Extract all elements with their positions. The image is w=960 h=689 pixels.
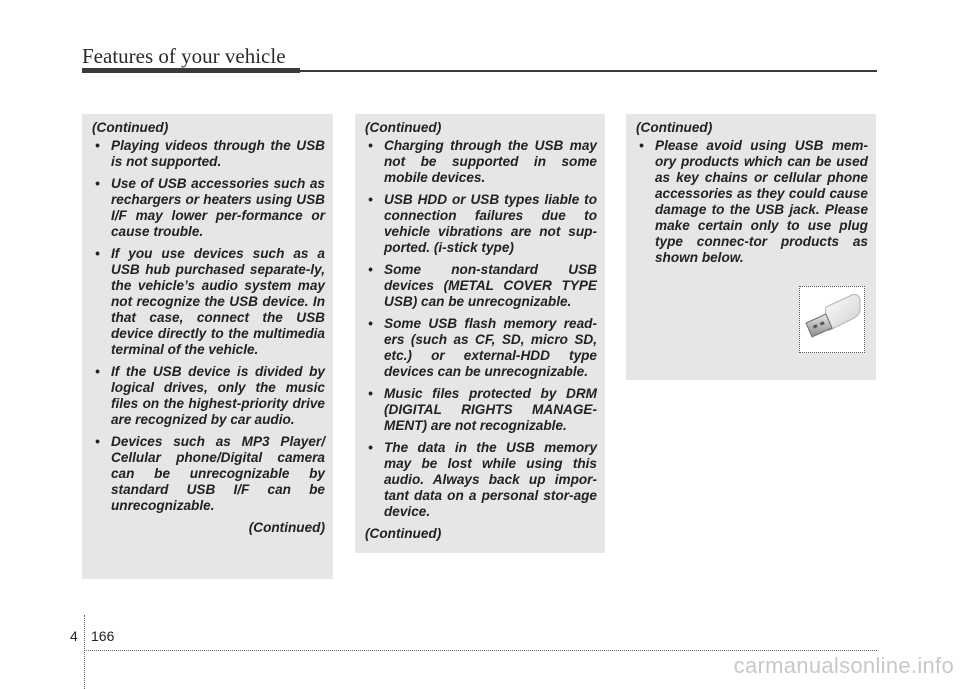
bullet-list — [92, 138, 325, 514]
list-item: • Devices such as MP3 Player/ Cellular phone/Digital camera can be unrecognizable by standard USB I/F can be unrecognizable. — [92, 434, 325, 514]
continued-label-top: (Continued) — [365, 120, 442, 135]
list-item: • Some USB flash memory read-ers (such as CF, SD, micro SD, etc.) or external-HDD type devices can be unrecognizable. — [365, 316, 597, 380]
usb-flash-drive-image — [799, 286, 865, 353]
list-item: • If the USB device is divided by logical drives, only the music files on the highest-priority drive are recognized by car audio. — [92, 364, 325, 428]
list-item: • Music files protected by DRM (DIGITAL RIGHTS MANAGE-MENT) are not recognizable. — [365, 386, 597, 434]
bullet-list — [365, 138, 597, 520]
chapter-number: 4 — [70, 628, 78, 644]
list-item: • Some non-standard USB devices (METAL COVER TYPE USB) can be unrecognizable. — [365, 262, 597, 310]
page-number: 166 — [91, 628, 115, 644]
list-item: • Use of USB accessories such as rechargers or heaters using USB I/F may lower per-formance or cause trouble. — [92, 176, 325, 240]
list-item: • Playing videos through the USB is not supported. — [92, 138, 325, 170]
continued-label-top: (Continued) — [92, 120, 169, 135]
continued-label-bottom: (Continued) — [248, 520, 325, 535]
continued-label-top: (Continued) — [636, 120, 713, 135]
list-item: • If you use devices such as a USB hub purchased separate-ly, the vehicle’s audio system may not recognize the USB device. In that case, connect the USB device directly to the multimedia terminal of the vehicle. — [92, 246, 325, 358]
header-rule-thick — [82, 68, 300, 73]
footer-divider-vertical — [84, 615, 85, 689]
usb-drive-icon — [800, 287, 864, 352]
bullet-list — [636, 138, 868, 266]
list-item: • USB HDD or USB types liable to connection failures due to vehicle vibrations are not sup-ported. (i-stick type) — [365, 192, 597, 256]
continued-label-bottom: (Continued) — [365, 526, 442, 541]
list-item: • Charging through the USB may not be supported in some mobile devices. — [365, 138, 597, 186]
header-rule-thin — [300, 70, 877, 72]
column-2 — [355, 114, 605, 553]
footer-divider-horizontal — [84, 650, 877, 651]
watermark: carmanualsonline.info — [733, 653, 954, 678]
column-1 — [82, 114, 333, 579]
page-header-title: Features of your vehicle — [82, 44, 286, 68]
list-item: • The data in the USB memory may be lost while using this audio. Always back up impor-tant data on a personal stor-age device. — [365, 440, 597, 520]
list-item: • Please avoid using USB mem-ory products which can be used as key chains or cellular phone accessories as they could cause damage to the USB jack. Please make certain only to use plug type connec-tor products as shown below. — [636, 138, 868, 266]
